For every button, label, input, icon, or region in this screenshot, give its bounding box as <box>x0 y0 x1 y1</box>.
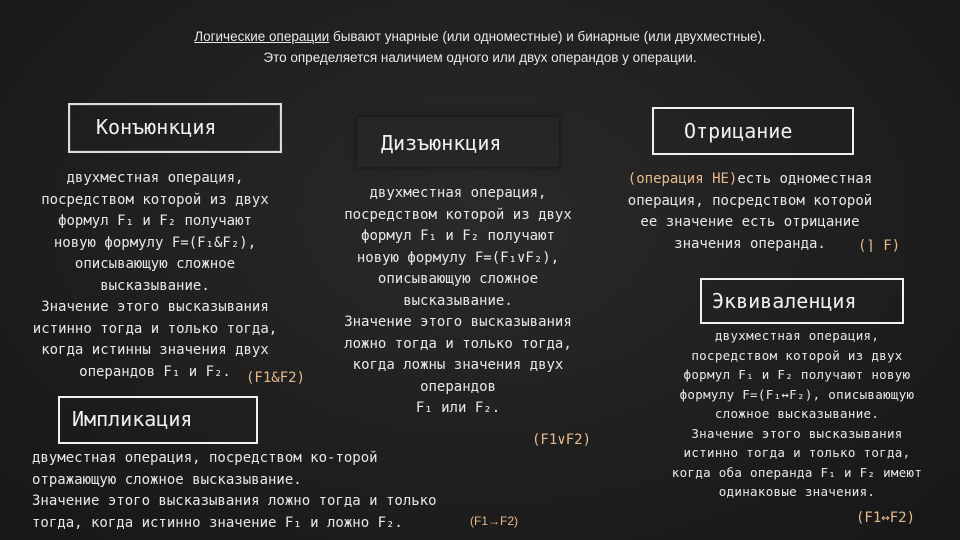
text-line: когда истинны значения двух <box>41 342 269 358</box>
text-line: операндов F₁ и F₂. <box>79 363 231 380</box>
conjunction-title: Конъюнкция <box>96 115 217 139</box>
text-line: описывающую сложное <box>74 256 236 272</box>
header-line-2: Это определяется наличием одного или двух операндов у операции. <box>263 50 697 65</box>
text-line: высказывание. <box>100 277 210 294</box>
text-line: Значение этого высказывания <box>691 425 903 441</box>
text-line: истинно тогда и только тогда, <box>32 320 278 337</box>
disjunction-title: Дизъюнкция <box>381 131 502 155</box>
text-line: Значение этого высказывания ложно тогда и только <box>32 493 437 509</box>
text-line: ее значение есть отрицание <box>640 214 860 230</box>
text-line <box>600 169 900 191</box>
text-line: посредством которой из двух <box>691 347 903 363</box>
text-line: двухместная операция, <box>369 185 547 201</box>
conjunction-formula: (F1&F2) <box>246 370 306 386</box>
negation-line1-rest: есть одноместная <box>737 171 873 187</box>
negation-highlight: (операция НЕ) <box>627 171 738 187</box>
text-line: формул F₁ и F₂ получают новую <box>683 367 911 382</box>
header-line-1 <box>60 26 900 47</box>
text-line: двухместная операция, <box>66 170 244 186</box>
conjunction-description <box>10 168 300 383</box>
text-line: двухместная операция, <box>714 328 880 343</box>
text-line: формулу F=(F₁↔F₂), описывающую <box>679 386 915 402</box>
text-line: истинно тогда и только тогда, <box>683 445 911 460</box>
equivalence-title: Эквиваленция <box>712 289 857 313</box>
text-line: тогда, когда истинно значение F₁ и ложно F₂. <box>32 514 403 531</box>
text-line: операндов <box>420 378 496 395</box>
negation-title: Отрицание <box>684 119 793 143</box>
text-line: двуместная операция, посредством ко-торой <box>32 450 378 466</box>
text-line: Значение этого высказывания <box>344 314 572 330</box>
header-text <box>60 26 900 68</box>
disjunction-formula: (F1∨F2) <box>532 432 592 448</box>
disjunction-title-box <box>357 117 559 167</box>
implication-description <box>32 448 437 534</box>
text-line: F₁ или F₂. <box>415 400 501 416</box>
text-line: когда ложны значения двух <box>352 357 564 373</box>
text-line: высказывание. <box>403 292 513 309</box>
implication-title: Импликация <box>72 407 193 431</box>
conjunction-title-box <box>68 103 282 153</box>
text-line: посредством которой из двух <box>41 191 269 208</box>
text-line: ложно тогда и только тогда, <box>344 335 572 352</box>
negation-formula: (⌉ F) <box>858 238 901 254</box>
text-line: операция, посредством которой <box>627 192 873 209</box>
equivalence-description <box>655 326 939 502</box>
negation-description <box>600 169 900 255</box>
text-line: описывающую сложное <box>377 271 539 287</box>
implication-title-box <box>58 396 258 444</box>
text-line: формул F₁ и F₂ получают <box>361 228 555 244</box>
equivalence-title-box <box>700 278 904 324</box>
negation-title-box <box>652 107 854 155</box>
text-line: отражающую сложное высказывание. <box>32 471 302 488</box>
implication-formula: (F1→F2) <box>470 514 518 528</box>
text-line: Значение этого высказывания <box>41 299 269 315</box>
disjunction-description <box>318 183 598 420</box>
text-line: посредством которой из двух <box>344 206 572 223</box>
header-line-1-rest: бывают унарные (или одноместные) и бинарные (или двухместные). <box>329 29 766 44</box>
text-line: новую формулу F=(F₁&F₂), <box>53 234 257 251</box>
text-line: сложное высказывание. <box>714 406 880 421</box>
text-line: формул F₁ и F₂ получают <box>58 213 252 229</box>
text-line: когда оба операнда F₁ и F₂ имеют <box>671 464 923 480</box>
text-line: одинаковые значения. <box>718 484 876 499</box>
text-line: новую формулу F=(F₁∨F₂), <box>356 249 560 266</box>
equivalence-formula: (F1↔F2) <box>856 510 916 526</box>
header-link-logical-operations[interactable]: Логические операции <box>194 29 330 44</box>
text-line: значения операнда. <box>674 235 826 252</box>
